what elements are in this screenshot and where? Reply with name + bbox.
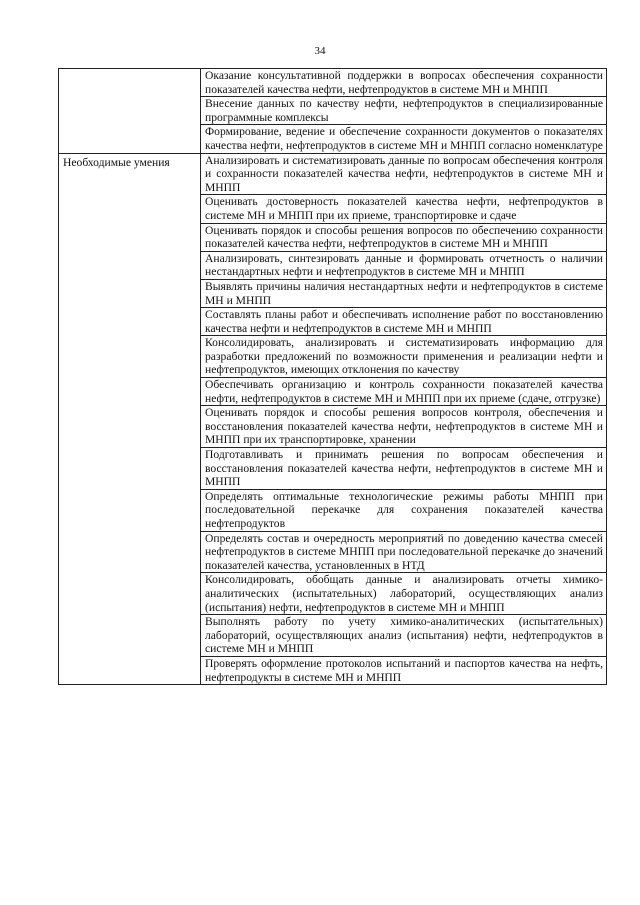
required-skill-item: Консолидировать, обобщать данные и анализировать отчеты химико-аналитических (испытательных) лабораторий, осуществляющих анализ (испытания) нефти, нефтепродуктов в системе МН и МНПП bbox=[201, 573, 607, 615]
required-skill-item: Оценивать порядок и способы решения вопросов контроля, обеспечения и восстановления показателей качества нефти, нефтепродуктов в системе МН и МНПП при их транспортировке, хранении bbox=[201, 406, 607, 448]
required-skill-item: Оценивать достоверность показателей качества нефти, нефтепродуктов в системе МН и МНПП при их приеме, транспортировке и сдаче bbox=[201, 195, 607, 223]
table-body bbox=[59, 69, 607, 685]
required-skill-item: Выявлять причины наличия нестандартных нефти и нефтепродуктов в системе МН и МНПП bbox=[201, 279, 607, 307]
required-skill-item: Выполнять работу по учету химико-аналитических (испытательных) лабораторий, осуществляющих анализ (испытания) нефти, нефтепродуктов в системе МН и МНПП bbox=[201, 615, 607, 657]
required-skill-item: Оценивать порядок и способы решения вопросов по обеспечению сохранности показателей качества нефти, нефтепродуктов в системе МН и МНПП bbox=[201, 223, 607, 251]
page-number: 34 bbox=[314, 45, 326, 57]
required-skill-item: Анализировать и систематизировать данные по вопросам обеспечения контроля и сохранности показателей качества нефти, нефтепродуктов в системе МН и МНПП bbox=[201, 153, 607, 195]
competency-table bbox=[58, 68, 607, 685]
table-row bbox=[59, 153, 607, 195]
labor-action-item: Оказание консультативной поддержки в вопросах обеспечения сохранности показателей качества нефти, нефтепродуктов в системе МН и МНПП bbox=[201, 69, 607, 97]
required-skill-item: Составлять планы работ и обеспечивать исполнение работ по восстановлению качества нефти и нефтепродуктов в системе МН и МНПП bbox=[201, 308, 607, 336]
required-skill-label: Необходимые умения bbox=[59, 153, 201, 685]
labor-action-label bbox=[59, 69, 201, 154]
required-skill-item: Консолидировать, анализировать и систематизировать информацию для разработки предложений по возможности применения и реализации нефти и нефтепродуктов, имеющих отклонения по качеству bbox=[201, 336, 607, 378]
required-skill-item: Обеспечивать организацию и контроль сохранности показателей качества нефти, нефтепродуктов в системе МН и МНПП при их приеме (сдаче, отгрузке) bbox=[201, 378, 607, 406]
required-skill-item: Подготавливать и принимать решения по вопросам обеспечения и восстановления показателей качества нефти, нефтепродуктов в системе МН и МНПП bbox=[201, 448, 607, 490]
required-skill-item: Анализировать, синтезировать данные и формировать отчетность о наличии нестандартных нефти и нефтепродуктов в системе МН и МНПП bbox=[201, 251, 607, 279]
required-skill-item: Определять состав и очередность мероприятий по доведению качества смесей нефтепродуктов в системе МНПП при последовательной перекачке до значений показателей качества, установленных в НТД bbox=[201, 531, 607, 573]
table-row bbox=[59, 69, 607, 97]
required-skill-item: Определять оптимальные технологические режимы работы МНПП при последовательной перекачке для сохранения показателей качества нефтепродуктов bbox=[201, 489, 607, 531]
labor-action-item: Формирование, ведение и обеспечение сохранности документов о показателях качества нефти, нефтепродуктов в системе МН и МНПП согласно номенклатуре bbox=[201, 125, 607, 153]
labor-action-item: Внесение данных по качеству нефти, нефтепродуктов в специализированные программные комплексы bbox=[201, 97, 607, 125]
required-skill-item: Проверять оформление протоколов испытаний и паспортов качества на нефть, нефтепродукты в системе МН и МНПП bbox=[201, 656, 607, 684]
